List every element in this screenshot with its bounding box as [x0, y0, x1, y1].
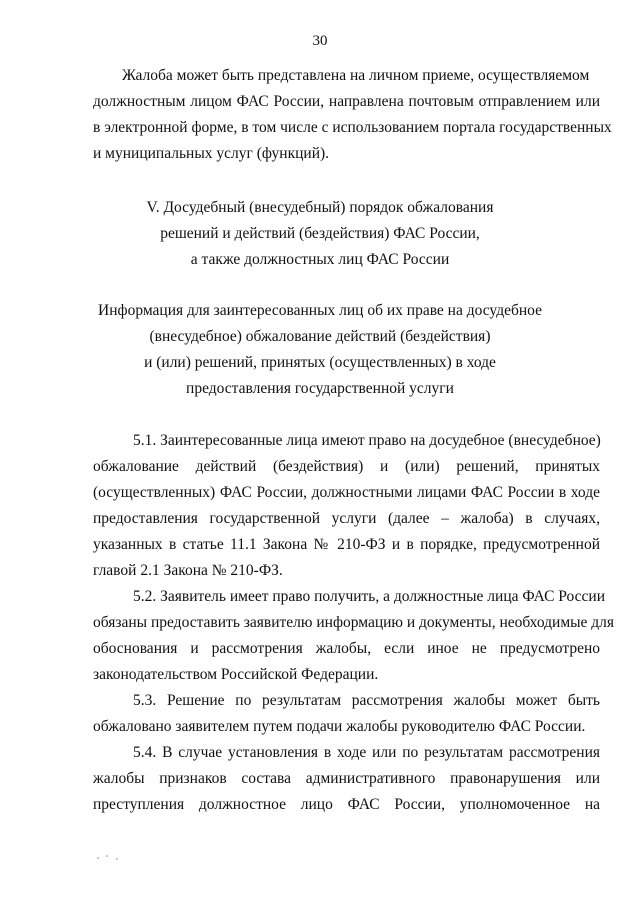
- heading-line: решений и действий (бездействия) ФАС России,: [160, 225, 480, 242]
- paragraph-line: обжаловано заявителем путем подачи жалобы руководителю ФАС России.: [93, 718, 586, 735]
- paragraph-line: Жалоба может быть представлена на личном приеме, осуществляемом: [122, 67, 590, 84]
- paragraph-line: и муниципальных услуг (функций).: [93, 145, 330, 162]
- page-number: 30: [312, 33, 328, 49]
- paragraph-line: законодательством Российской Федерации.: [93, 666, 379, 683]
- paragraph-line: 5.4. В случае установления в ходе или по результатам рассмотрения: [133, 744, 600, 761]
- paragraph-line: 5.2. Заявитель имеет право получить, а должностные лица ФАС России: [133, 588, 606, 605]
- heading-line: предоставления государственной услуги: [186, 380, 454, 397]
- paragraph-line: 5.1. Заинтересованные лица имеют право на досудебное (внесудебное): [133, 432, 601, 449]
- heading-line: (внесудебное) обжалование действий (бездействия): [149, 328, 491, 345]
- scan-speck-marks: [95, 852, 135, 862]
- heading-line: а также должностных лиц ФАС России: [190, 251, 450, 268]
- paragraph-line: жалобы признаков состава административного правонарушения или: [93, 770, 600, 787]
- paragraph-line: должностным лицом ФАС России, направлена почтовым отправлением или: [93, 93, 600, 110]
- heading-line: и (или) решений, принятых (осуществленных) в ходе: [144, 354, 496, 371]
- paragraph-line: в электронной форме, в том числе с использованием портала государственных: [93, 119, 612, 136]
- paragraph-line: обязаны предоставить заявителю информацию и документы, необходимые для: [93, 614, 615, 631]
- paragraph-line: предоставления государственной услуги (далее – жалоба) в случаях,: [93, 510, 600, 527]
- paragraph-line: (осуществленных) ФАС России, должностными лицами ФАС России в ходе: [93, 484, 600, 501]
- paragraph-line: 5.3. Решение по результатам рассмотрения жалобы может быть: [133, 692, 600, 709]
- heading-line: Информация для заинтересованных лиц об их праве на досудебное: [98, 302, 542, 319]
- paragraph-line: указанных в статье 11.1 Закона № 210-ФЗ и в порядке, предусмотренной: [93, 536, 600, 553]
- paragraph-line: главой 2.1 Закона № 210-ФЗ.: [93, 562, 283, 579]
- speck: [97, 857, 99, 859]
- speck: [116, 858, 118, 860]
- heading-line: V. Досудебный (внесудебный) порядок обжалования: [146, 199, 494, 216]
- scan-specks: [95, 852, 135, 864]
- paragraph-line: обоснования и рассмотрения жалобы, если иное не предусмотрено: [93, 640, 600, 657]
- speck: [106, 855, 108, 857]
- paragraph-line: преступления должностное лицо ФАС России, уполномоченное на: [93, 796, 600, 813]
- paragraph-line: обжалование действий (бездействия) и (или) решений, принятых: [93, 458, 600, 475]
